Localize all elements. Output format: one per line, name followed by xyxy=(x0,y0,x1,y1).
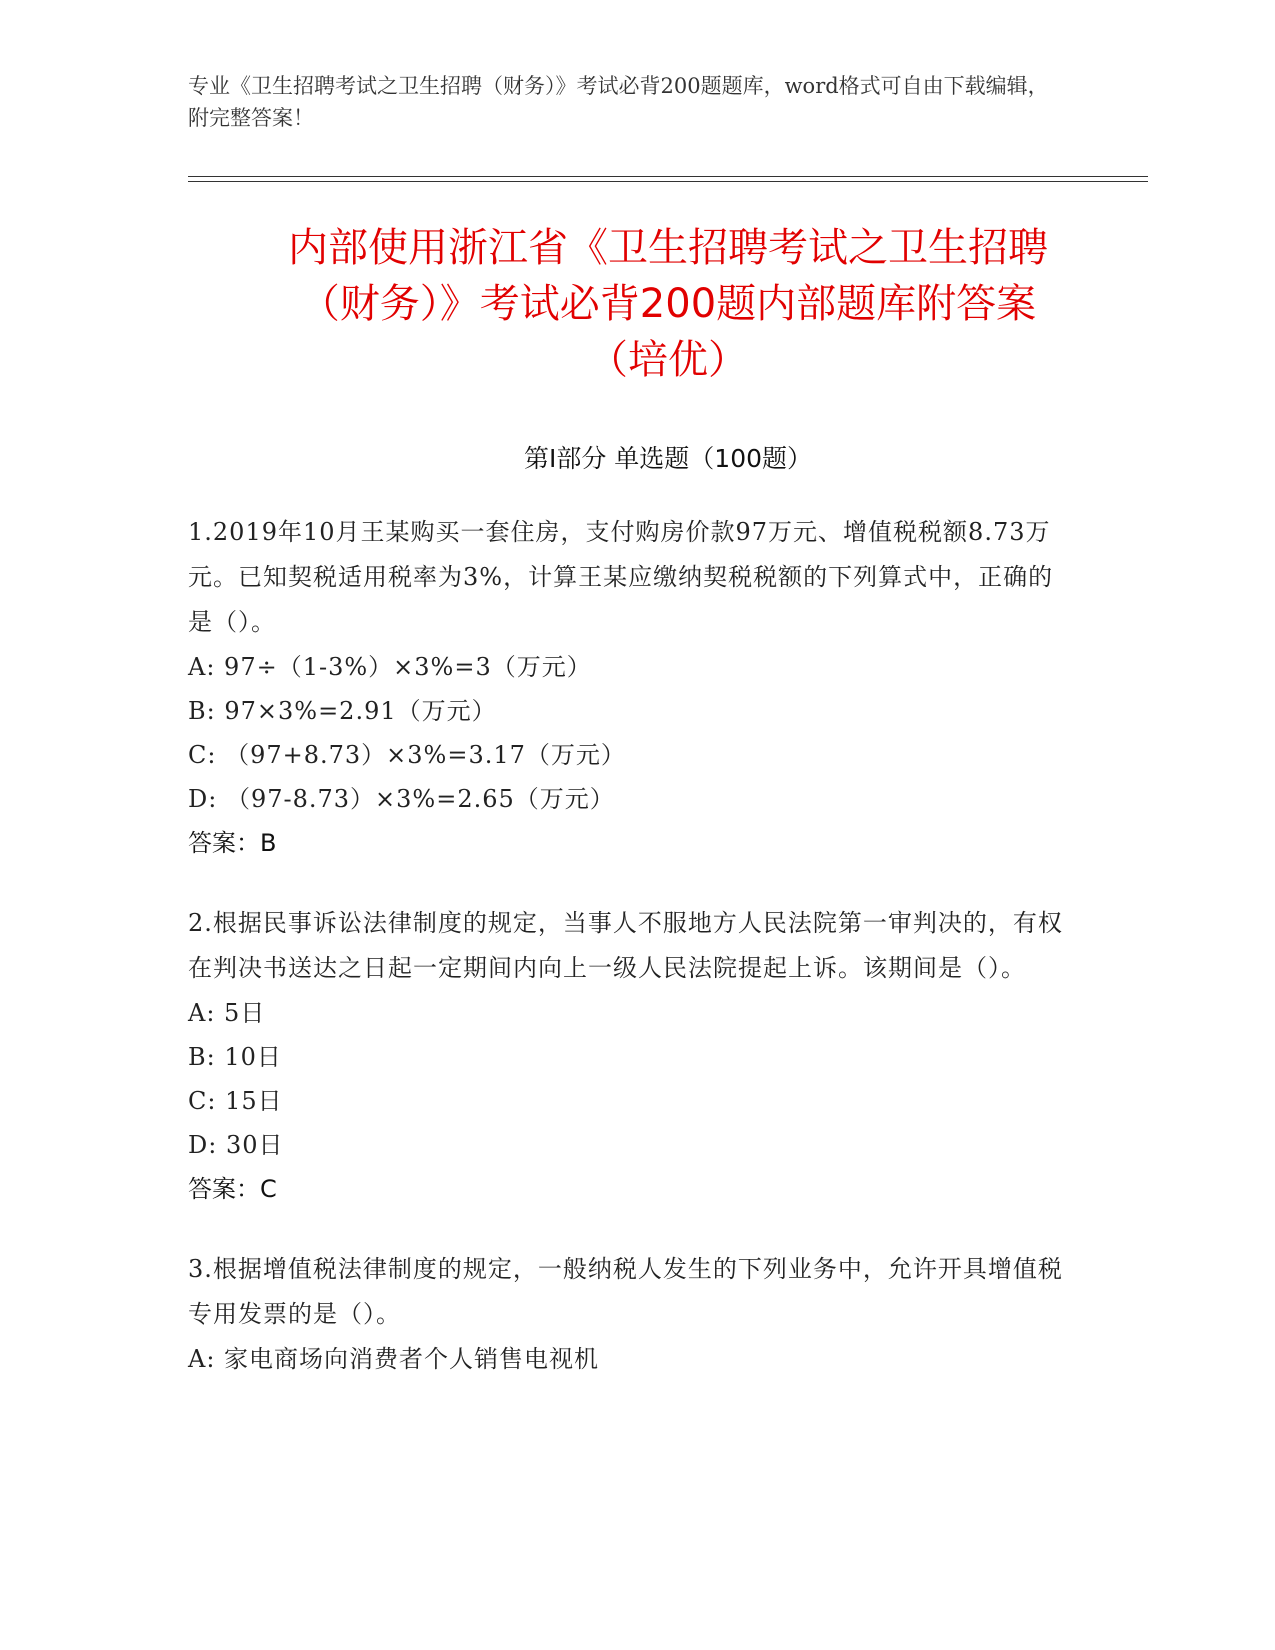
header-divider xyxy=(188,176,1148,182)
question-stem: 1.2019年10月王某购买一套住房，支付购房价款97万元、增值税税额8.73万元。已知契税适用税率为3%，计算王某应缴纳契税税额的下列算式中，正确的是（）。 xyxy=(188,518,1054,636)
option-a: A: 5日 xyxy=(188,999,266,1027)
option-d: D: 30日 xyxy=(188,1131,284,1159)
document-page xyxy=(188,70,1148,1417)
section-title: 第I部分 单选题（100题） xyxy=(523,444,813,473)
title-line-3: （培优） xyxy=(588,337,748,383)
header-note: 专业《卫生招聘考试之卫生招聘（财务）》考试必背200题题库，word格式可自由下载编辑，附完整答案！ xyxy=(188,74,1049,130)
option-c: C: （97+8.73）×3%=3.17（万元） xyxy=(188,741,626,769)
question-1 xyxy=(188,510,1148,865)
answer-line: 答案：B xyxy=(188,829,277,857)
question-3 xyxy=(188,1247,1148,1381)
question-2 xyxy=(188,901,1148,1211)
divider-line-top xyxy=(188,176,1148,177)
title-line-2: （财务）》考试必背200题内部题库附答案 xyxy=(299,281,1037,327)
option-b: B: 97×3%=2.91（万元） xyxy=(188,697,497,725)
document-title xyxy=(188,220,1148,388)
divider-line-bottom xyxy=(188,181,1148,182)
title-line-1: 内部使用浙江省《卫生招聘考试之卫生招聘 xyxy=(288,225,1048,271)
question-stem: 2.根据民事诉讼法律制度的规定，当事人不服地方人民法院第一审判决的，有权在判决书送达之日起一定期间内向上一级人民法院提起上诉。该期间是（）。 xyxy=(188,909,1063,982)
answer-line: 答案：C xyxy=(188,1175,277,1203)
option-a: A: 家电商场向消费者个人销售电视机 xyxy=(188,1345,600,1373)
option-c: C: 15日 xyxy=(188,1087,283,1115)
question-list xyxy=(188,510,1148,1381)
option-a: A: 97÷（1-3%）×3%=3（万元） xyxy=(188,653,592,681)
option-b: B: 10日 xyxy=(188,1043,282,1071)
option-d: D: （97-8.73）×3%=2.65（万元） xyxy=(188,785,615,813)
question-stem: 3.根据增值税法律制度的规定，一般纳税人发生的下列业务中，允许开具增值税专用发票的是（）。 xyxy=(188,1255,1063,1328)
